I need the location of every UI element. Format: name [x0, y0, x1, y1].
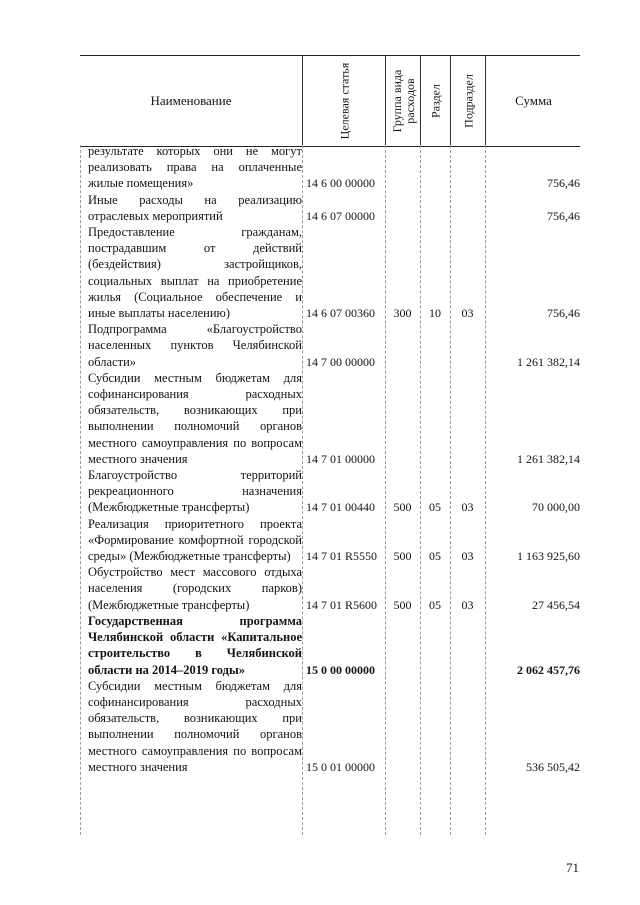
- row-code: 14 6 00 00000: [306, 176, 375, 191]
- header-target: Целевая статья: [337, 62, 351, 140]
- row-group: 300: [393, 306, 412, 321]
- row-sum: 536 505,42: [526, 759, 580, 774]
- row-sum: 1 261 382,14: [517, 354, 580, 369]
- table-row: [80, 467, 580, 516]
- row-sum: 70 000,00: [532, 500, 580, 515]
- row-name: Реализация приоритетного проекта «Формирование комфортной городской среды» (Межбюджетные трансферты): [88, 516, 302, 564]
- row-section: 05: [429, 500, 441, 515]
- row-subsection: 03: [461, 549, 474, 564]
- row-section: 05: [429, 549, 441, 564]
- row-name: Подпрограмма «Благоустройство населенных пунктов Челябинской области»: [88, 322, 302, 369]
- row-code: 14 7 01 R5600: [306, 597, 378, 612]
- row-code: 15 0 01 00000: [306, 759, 375, 774]
- row-sum: 1 163 925,60: [517, 549, 580, 564]
- table-row: [80, 370, 580, 467]
- row-code: 14 7 01 00000: [306, 451, 375, 466]
- header-sum-cell: [485, 56, 581, 146]
- table-row: [80, 143, 580, 192]
- row-sum: 1 261 382,14: [517, 451, 580, 466]
- row-sum: 27 456,54: [532, 597, 580, 612]
- row-section: 05: [429, 597, 441, 612]
- table-row: [80, 224, 580, 321]
- header-section: Раздел: [428, 84, 443, 118]
- row-subsection: 03: [461, 306, 474, 321]
- row-code: 14 6 07 00360: [306, 306, 375, 321]
- header-name-cell: [80, 56, 302, 146]
- header-subsection-cell: [450, 56, 486, 146]
- row-name: результате которых они не могут реализовать права на оплаченные жилые помещения»: [88, 144, 302, 191]
- row-code: 14 7 01 R5550: [306, 549, 378, 564]
- row-name: Иные расходы на реализацию отраслевых мероприятий: [88, 192, 302, 223]
- row-name: Предоставление гражданам, пострадавшим от действий (бездействия) застройщиков, социальных выплат на приобретение жилья (Социальное обеспечение и иные выплаты населению): [88, 225, 302, 321]
- table-row: [80, 516, 580, 565]
- row-name: Обустройство мест массового отдыха населения (городских парков) (Межбюджетные трансферты): [88, 565, 302, 612]
- header-section-cell: [420, 56, 451, 146]
- row-group: 500: [393, 549, 412, 564]
- row-code: 15 0 00 00000: [306, 662, 375, 677]
- row-code: 14 7 01 00440: [306, 500, 375, 515]
- table-row: [80, 321, 580, 370]
- table-row: [80, 564, 580, 613]
- row-sum: 756,46: [547, 176, 580, 191]
- table-row: [80, 678, 580, 775]
- row-section: 10: [429, 306, 441, 321]
- row-sum: 756,46: [547, 306, 580, 321]
- header-sum: Сумма: [515, 93, 552, 108]
- header-group: Группа вида расходов: [389, 69, 417, 133]
- row-group: 500: [393, 597, 412, 612]
- table-header: [80, 55, 580, 147]
- row-name: Субсидии местным бюджетам для софинансирования расходных обязательств, возникающих при выполнении полномочий органов местного самоуправления по вопросам местного значения: [88, 370, 302, 466]
- row-subsection: 03: [461, 500, 474, 515]
- row-sum: 2 062 457,76: [517, 662, 580, 677]
- table-row: [80, 192, 580, 224]
- header-target-cell: [302, 56, 386, 146]
- row-name: Государственная программа Челябинской области «Капитальное строительство в Челябинской области на 2014–2019 годы»: [88, 613, 302, 677]
- row-name: Субсидии местным бюджетам для софинансирования расходных обязательств, возникающих при выполнении полномочий органов местного самоуправления по вопросам местного значения: [88, 678, 302, 774]
- table-row-program: [80, 613, 580, 678]
- header-group-cell: [385, 56, 421, 146]
- page-number: 71: [566, 860, 579, 875]
- row-sum: 756,46: [547, 208, 580, 223]
- row-code: 14 6 07 00000: [306, 208, 375, 223]
- row-name: Благоустройство территорий рекреационного назначения (Межбюджетные трансферты): [88, 468, 302, 515]
- table-body: [80, 143, 580, 775]
- row-subsection: 03: [461, 597, 474, 612]
- header-subsection: Подраздел: [461, 74, 475, 128]
- header-name: Наименование: [150, 93, 232, 108]
- row-group: 500: [393, 500, 412, 515]
- row-code: 14 7 00 00000: [306, 354, 375, 369]
